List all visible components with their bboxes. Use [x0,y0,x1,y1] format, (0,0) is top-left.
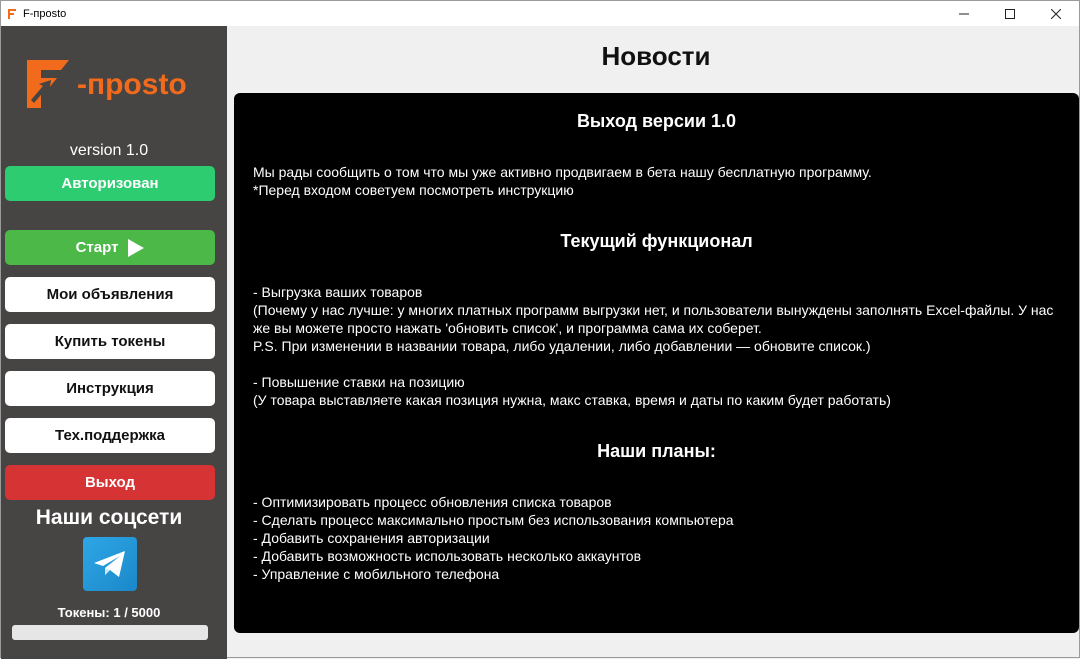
window-title: F-прosto [23,8,66,20]
my-ads-button[interactable]: Мои объявления [5,277,215,312]
maximize-icon [1005,9,1015,19]
news-line: (У товара выставляете какая позиция нужна, макс ставка, время и даты по каким будет работать) [253,391,1068,409]
support-button[interactable]: Тех.поддержка [5,418,215,453]
play-icon [128,239,144,257]
page-title: Новости [231,41,1080,72]
close-icon [1051,9,1061,19]
minimize-icon [959,9,969,19]
close-button[interactable] [1033,1,1079,26]
section-heading: Текущий функционал [234,231,1079,252]
app-logo [23,56,219,112]
sidebar [1,26,227,659]
start-button-label: Старт [76,239,119,256]
news-line: P.S. При изменении в названии товара, либо удалении, либо добавлении — обновите список.) [253,337,1068,355]
f-logo-icon [23,56,219,112]
news-line: *Перед входом советуем посмотреть инструкцию [253,181,1068,199]
news-line: - Сделать процесс максимально простым без использования компьютера [253,511,1068,529]
news-line: - Оптимизировать процесс обновления списка товаров [253,493,1068,511]
news-line: Мы рады сообщить о том что мы уже активно продвигаем в бета нашу бесплатную программу. [253,163,1068,181]
telegram-button[interactable] [83,537,137,591]
news-paragraph: (Почему у нас лучше: у многих платных программ выгрузки нет, и пользователи вынуждены заполнять Excel-файлы. У нас же вы можете просто нажать 'обновить список', и программа сама их соберет. [253,301,1068,337]
auth-status-button[interactable]: Авторизован [5,166,215,201]
news-line: - Управление с мобильного телефона [253,565,1068,583]
section-heading: Наши планы: [234,441,1079,462]
maximize-button[interactable] [987,1,1033,26]
news-line: - Повышение ставки на позицию [253,373,1068,391]
social-title: Наши соцсети [1,506,217,530]
section-heading: Выход версии 1.0 [234,111,1079,132]
app-logo-icon [7,8,17,20]
version-label: version 1.0 [1,142,217,160]
title-bar [1,1,1079,26]
news-line: - Добавить сохранения авторизации [253,529,1068,547]
exit-button[interactable]: Выход [5,465,215,500]
tokens-label: Токены: 1 / 5000 [1,605,217,620]
window-controls [941,1,1079,26]
tokens-progress-bar [12,625,208,640]
news-panel [234,93,1079,633]
instructions-button[interactable]: Инструкция [5,371,215,406]
buy-tokens-button[interactable]: Купить токены [5,324,215,359]
news-line: - Выгрузка ваших товаров [253,283,1068,301]
minimize-button[interactable] [941,1,987,26]
svg-text:-прosto: -прosto [77,68,187,101]
start-button[interactable] [5,230,215,265]
news-line: - Добавить возможность использовать несколько аккаунтов [253,547,1068,565]
telegram-icon [92,549,128,579]
